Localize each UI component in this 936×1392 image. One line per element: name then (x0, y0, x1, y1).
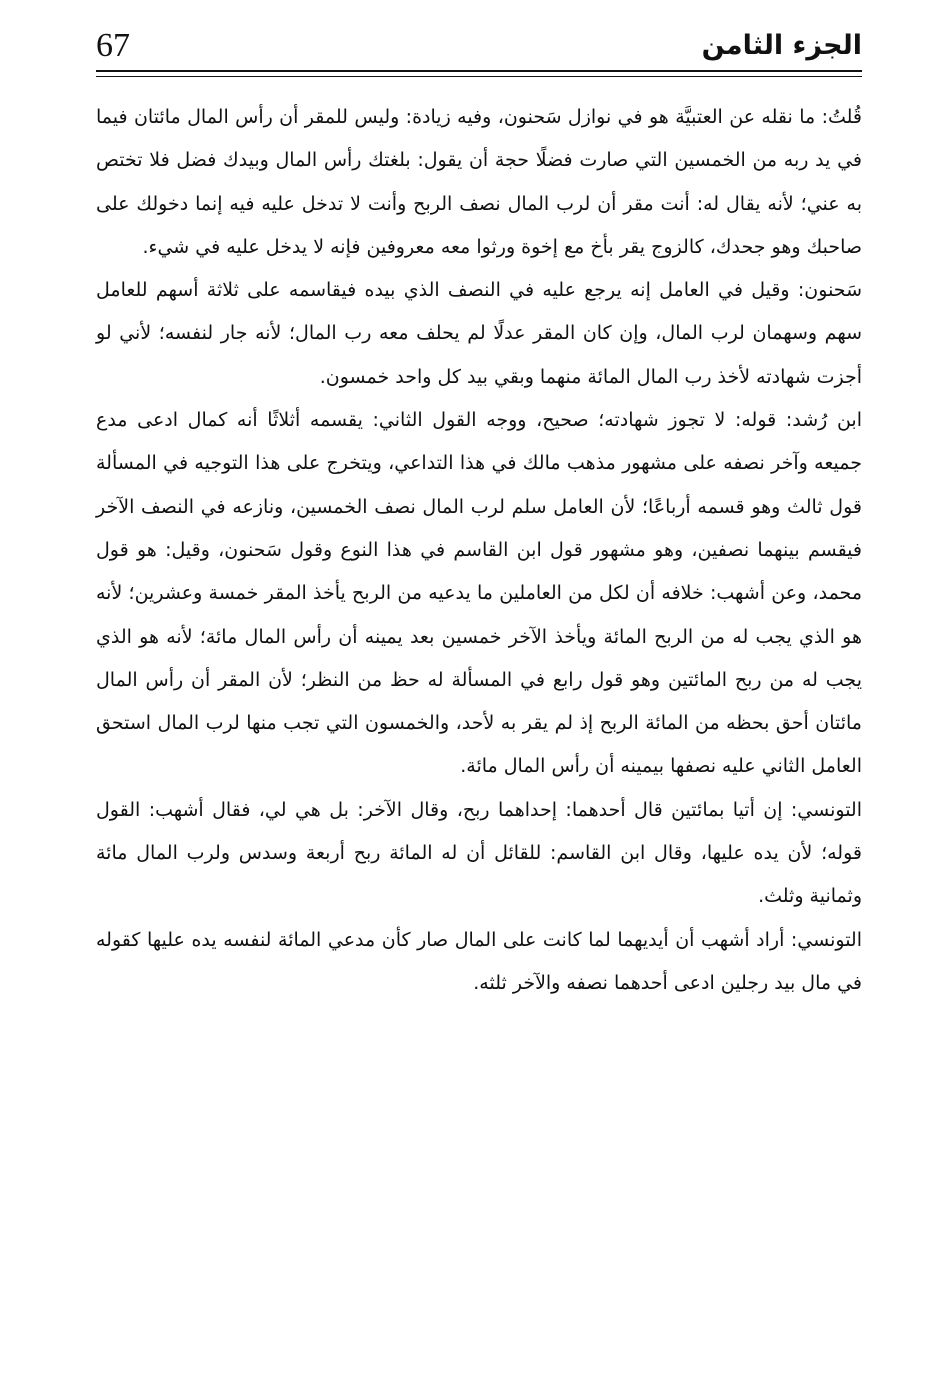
paragraph-text: إن أتيا بمائتين قال أحدهما: إحداهما ربح، وقال الآخر: بل هي لي، فقال أشهب: القول قوله؛ لأن يده عليها، وقال ابن القاسم: للقائل أن له المائة ربح أربعة وسدس ولرب المال مائة وثمانية وثلث. (96, 798, 862, 908)
paragraph (96, 789, 862, 919)
paragraph (96, 96, 862, 269)
running-title: الجزء الثامن (701, 30, 862, 61)
page-header (96, 22, 862, 70)
paragraph (96, 919, 862, 1006)
paragraph-lead: قُلتُ: (821, 106, 862, 128)
header-rule-thick (96, 70, 862, 72)
paragraph-lead: سَحنون: (797, 279, 862, 302)
paragraph-text: أراد أشهب أن أيديهما لما كانت على المال صار كأن مدعي المائة لنفسه يده عليها كقوله في مال بيد رجلين ادعى أحدهما نصفه والآخر ثلثه. (96, 928, 862, 994)
paragraph-lead: التونسي: (790, 798, 862, 821)
paragraph-lead: التونسي: (790, 928, 862, 951)
paragraph-text: ما نقله عن العتبيَّة هو في نوازل سَحنون، وفيه زيادة: وليس للمقر أن رأس المال مائتان فيما في يد ربه من الخمسين التي صارت فضلًا حجة أن يقول: بلغتك رأس المال وبيدك فضل فلا تختص به عني؛ لأنه يقال له: أنت مقر أن لرب المال نصف الربح وأنت لا تدخل عليه فيه إنما دخولك على صاحبك وهو جحدك، كالزوج يقر بأخ مع إخوة ورثوا معه معروفين فإنه لا يدخل عليه في شيء. (96, 106, 862, 258)
paragraph-lead: ابن رُشد: (785, 409, 863, 432)
page-number: 67 (96, 27, 130, 64)
body-text (96, 96, 862, 1005)
paragraph-text: وقيل في العامل إنه يرجع عليه في النصف الذي بيده فيقاسمه على ثلاثة أسهم للعامل سهم وسهمان لرب المال، وإن كان المقر عدلًا لم يحلف معه رب المال؛ لأنه جار لنفسه؛ لأني لو أجزت شهادته لأخذ رب المال المائة منهما وبقي بيد كل واحد خمسون. (96, 279, 862, 388)
paragraph (96, 269, 862, 399)
header-rule-thin (96, 76, 862, 77)
paragraph-text: قوله: لا تجوز شهادته؛ صحيح، ووجه القول الثاني: يقسمه أثلاثًا أنه كمال ادعى مدع جميعه وآخر نصفه على مشهور مذهب مالك في هذا التداعي، ويتخرج على هذا التوجيه في المسألة قول ثالث وهو قسمه أرباعًا؛ لأن العامل سلم لرب المال نصف الخمسين، ونازعه في النصف الآخر فيقسم بينهما نصفين، وهو مشهور قول ابن القاسم في هذا النوع وقول سَحنون، وقيل: هو قول محمد، وعن أشهب: خلافه أن لكل من العاملين ما يدعيه من الربح يأخذ المقر خمسة وعشرين؛ لأنه هو الذي يجب له من الربح المائة ويأخذ الآخر خمسين بعد يمينه أن رأس المال مائة؛ لأنه هو الذي يجب له من ربح المائتين وهو قول رابع في المسألة له حظ من النظر؛ لأن المقر أن رأس المال مائتان أحق بحظه من المائة الربح إذ لم يقر به لأحد، والخمسون التي تجب منها لرب المال استحق العامل الثاني عليه نصفها بيمينه أن رأس المال مائة. (96, 409, 862, 778)
paragraph (96, 399, 862, 789)
